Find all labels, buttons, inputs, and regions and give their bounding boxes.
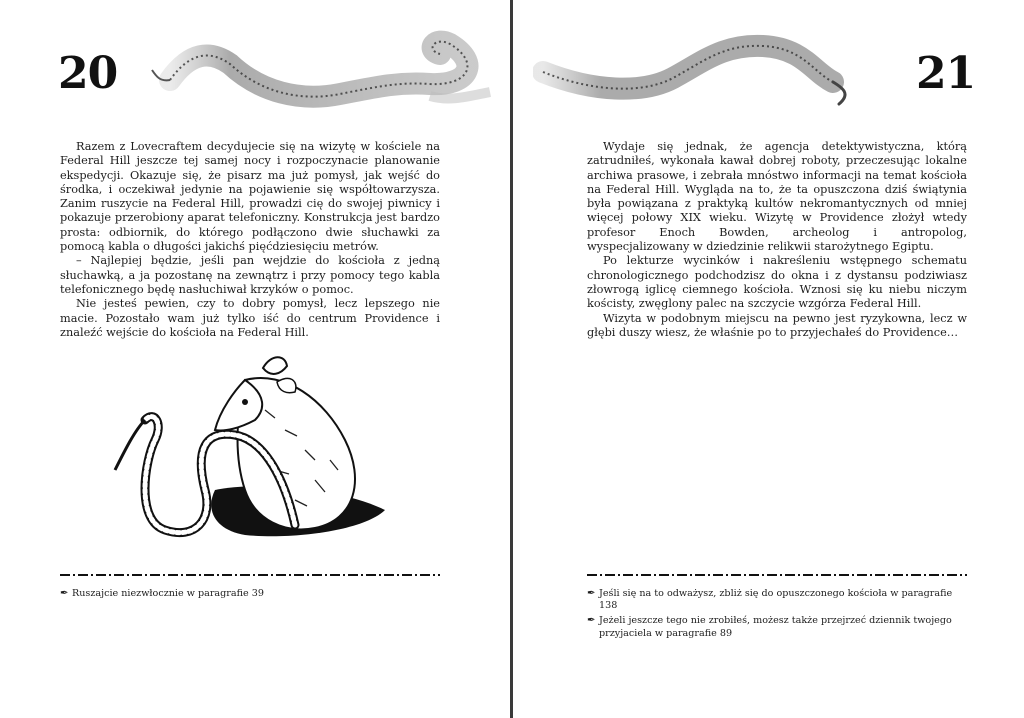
text-paragraph: Wizyta w podobnym miejscu na pewno jest ryzykowna, lecz w głębi duszy wiesz, że właśnie po to przyjechałeś do Providence… [587,311,967,339]
paragraph-text [587,140,967,340]
choice-text: Ruszajcie niezwłocznie w paragrafie 39 [72,588,264,599]
section-divider [60,572,440,578]
text-paragraph: Po lekturze wycinków i nakreśleniu wstępnego schematu chronologicznego podchodzisz do okna i z dystansu podziwiasz złowrogą iglicę ciemnego kościoła. Wznosi się ku niebu niczym kościsty, zwęglony palec na szczycie wzgórza Federal Hill. [587,254,967,311]
tentacle-ornament-icon [533,22,883,114]
text-paragraph: Razem z Lovecraftem decydujecie się na wizytę w kościele na Federal Hill jeszcze tej samej nocy i rozpoczynacie planowanie ekspedycji. Okazuje się, że pisarz ma już pomysł, jak wejść do środka, i oczekiwał jedynie na pojawienie się współtowarzysza. Zanim ruszycie na Federal Hill, prowadzi cię do swojej piwnicy i pokazuje przerobiony aparat telefoniczny. Konstrukcja jest bardzo prosta: odbiornik, do którego podłączono dwie słuchawki za pomocą kabla o długości jakichś pięćdziesięciu metrów. [60,140,440,254]
choice-text: Jeśli się na to odważysz, zbliż się do opuszczonego kościoła w paragrafie 138 [599,588,953,612]
paragraph-text [60,140,440,340]
choice-list [60,588,440,603]
quill-icon: ✒ [587,615,596,627]
choice-item[interactable] [587,615,971,639]
left-page [0,0,511,718]
choice-item[interactable] [60,588,440,600]
quill-icon: ✒ [587,588,596,599]
text-paragraph: Wydaje się jednak, że agencja detektywistyczna, którą zatrudniłeś, wykonała kawał dobrej roboty, przeczesując lokalne archiwa prasowe, i zebrała mnóstwo informacji na temat kościoła na Federal Hill. Wygląda na to, że ta opuszczona dziś świątynia była powiązana z praktyką kultów nekromantycznych od mniej więcej połowy XIX wieku. Wizytę w Providence złożył wtedy profesor Enoch Bowden, archeolog i antropolog, wyspecjalizowany w dziedzinie relikwii starożytnego Egiptu. [587,140,967,254]
right-page [513,0,1024,718]
choice-list [587,588,971,643]
choice-item[interactable] [587,588,971,612]
text-paragraph: Nie jesteś pewien, czy to dobry pomysł, lecz lepszego nie macie. Pozostało wam już tylko iść do centrum Providence i znaleźć wejście do kościoła na Federal Hill. [60,297,440,339]
paragraph-number: 20 [58,48,118,99]
section-divider [587,572,967,578]
tentacle-ornament-icon [150,22,500,114]
choice-text: Jeżeli jeszcze tego nie zrobiłeś, możesz także przejrzeć dziennik twojego przyjaciela w paragrafie 89 [599,615,952,639]
quill-icon: ✒ [60,588,69,599]
text-paragraph: – Najlepiej będzie, jeśli pan wejdzie do kościoła z jedną słuchawką, a ja pozostanę na zewnątrz i przy pomocy tego kabla telefonicznego będę nasłuchiwał krzyków o pomoc. [60,254,440,296]
paragraph-number: 21 [916,48,976,99]
rat-illustration-icon [95,340,395,555]
